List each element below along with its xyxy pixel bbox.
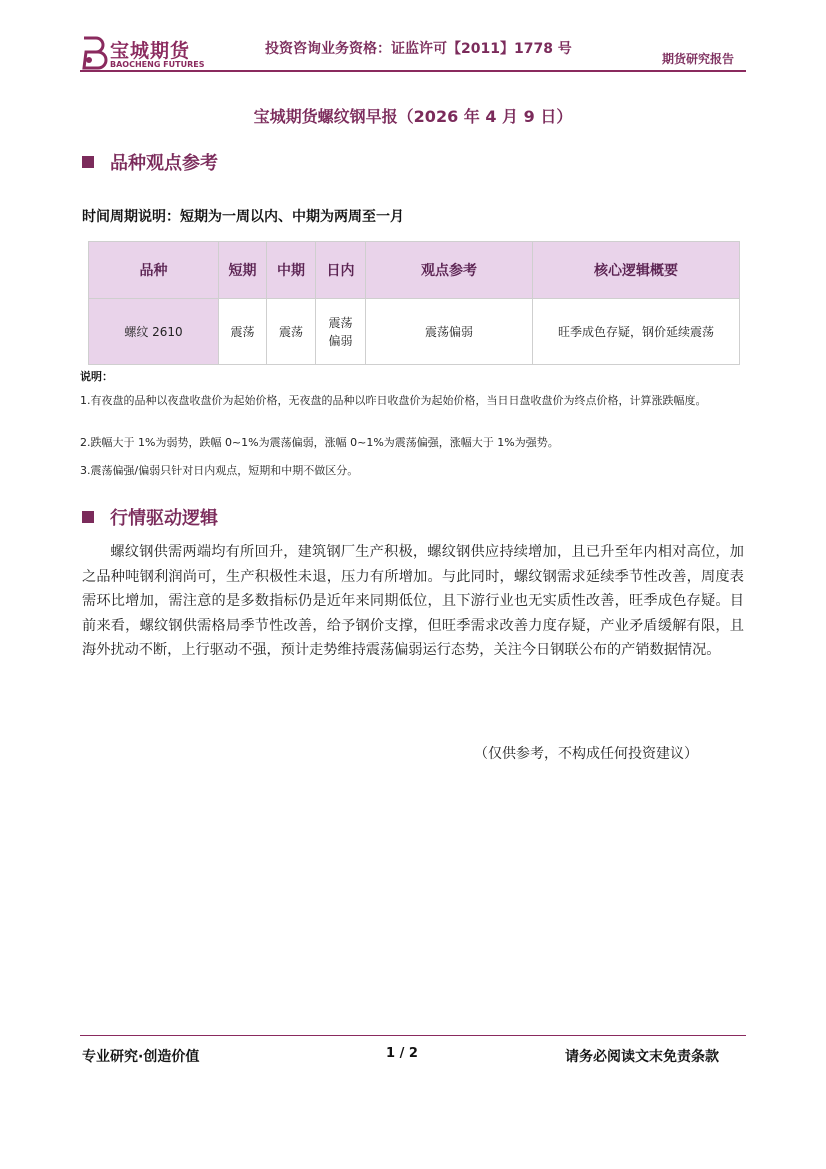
table-row [89, 299, 740, 365]
intraday-line-1: 震荡 [328, 315, 353, 330]
section-heading-text: 品种观点参考 [110, 153, 218, 174]
section-heading-views [82, 149, 218, 175]
column-header: 观点参考 [366, 242, 533, 299]
report-type-label: 期货研究报告 [662, 52, 735, 66]
section-heading-logic [82, 504, 218, 530]
qualification-text: 投资咨询业务资格：证监许可【2011】1778 号 [265, 41, 572, 57]
variety-cell: 螺纹 2610 [89, 299, 219, 365]
views-table [88, 241, 740, 365]
disclaimer-text: （仅供参考，不构成任何投资建议） [474, 746, 698, 762]
page-number: 1 / 2 [386, 1046, 418, 1061]
footer-notice: 请务必阅读文末免责条款 [565, 1049, 719, 1065]
logo-text-cn: 宝城期货 [110, 40, 191, 62]
mid-term-cell: 震荡 [267, 299, 316, 365]
logic-cell: 旺季成色存疑，钢价延续震荡 [533, 299, 740, 365]
logo-text-en: BAOCHENG FUTURES [110, 60, 205, 69]
note-item: 2.跌幅大于 1%为弱势，跌幅 0~1%为震荡偏弱，涨幅 0~1%为震荡偏强，涨幅大于 1%为强势。 [80, 436, 559, 449]
column-header: 中期 [267, 242, 316, 299]
notes-title: 说明： [80, 370, 113, 383]
short-term-cell: 震荡 [219, 299, 267, 365]
footer-slogan: 专业研究·创造价值 [82, 1049, 200, 1065]
column-header: 核心逻辑概要 [533, 242, 740, 299]
period-note: 时间周期说明：短期为一周以内、中期为两周至一月 [82, 209, 404, 225]
column-header: 品种 [89, 242, 219, 299]
section-heading-text: 行情驱动逻辑 [110, 508, 218, 529]
market-logic-paragraph: 螺纹钢供需两端均有所回升，建筑钢厂生产积极，螺纹钢供应持续增加，且已升至年内相对高位，加之品种吨钢利润尚可，生产积极性未退，压力有所增加。与此同时，螺纹钢需求延续季节性改善，周度表需环比增加，需注意的是多数指标仍是近年来同期低位，且下游行业也无实质性改善，旺季成色存疑。目前来看，螺纹钢供需格局季节性改善，给予钢价支撑，但旺季需求改善力度存疑，产业矛盾缓解有限，且海外扰动不断，上行驱动不强，预计走势维持震荡偏弱运行态势，关注今日钢联公布的产销数据情况。 [82, 544, 744, 658]
intraday-cell [316, 299, 366, 365]
square-bullet-icon [82, 156, 94, 168]
header-divider [80, 70, 746, 72]
document-title: 宝城期货螺纹钢早报（2026 年 4 月 9 日） [253, 107, 573, 126]
view-cell: 震荡偏弱 [366, 299, 533, 365]
footer-divider [80, 1035, 746, 1036]
column-header: 日内 [316, 242, 366, 299]
table-header-row [89, 242, 740, 299]
note-item: 3.震荡偏强/偏弱只针对日内观点，短期和中期不做区分。 [80, 464, 359, 477]
logo-mark-icon [80, 36, 108, 70]
note-item: 1.有夜盘的品种以夜盘收盘价为起始价格，无夜盘的品种以昨日收盘价为起始价格，当日日盘收盘价为终点价格，计算涨跌幅度。 [80, 394, 707, 407]
intraday-line-2: 偏弱 [328, 333, 353, 348]
column-header: 短期 [219, 242, 267, 299]
square-bullet-icon [82, 511, 94, 523]
company-logo [80, 36, 210, 72]
